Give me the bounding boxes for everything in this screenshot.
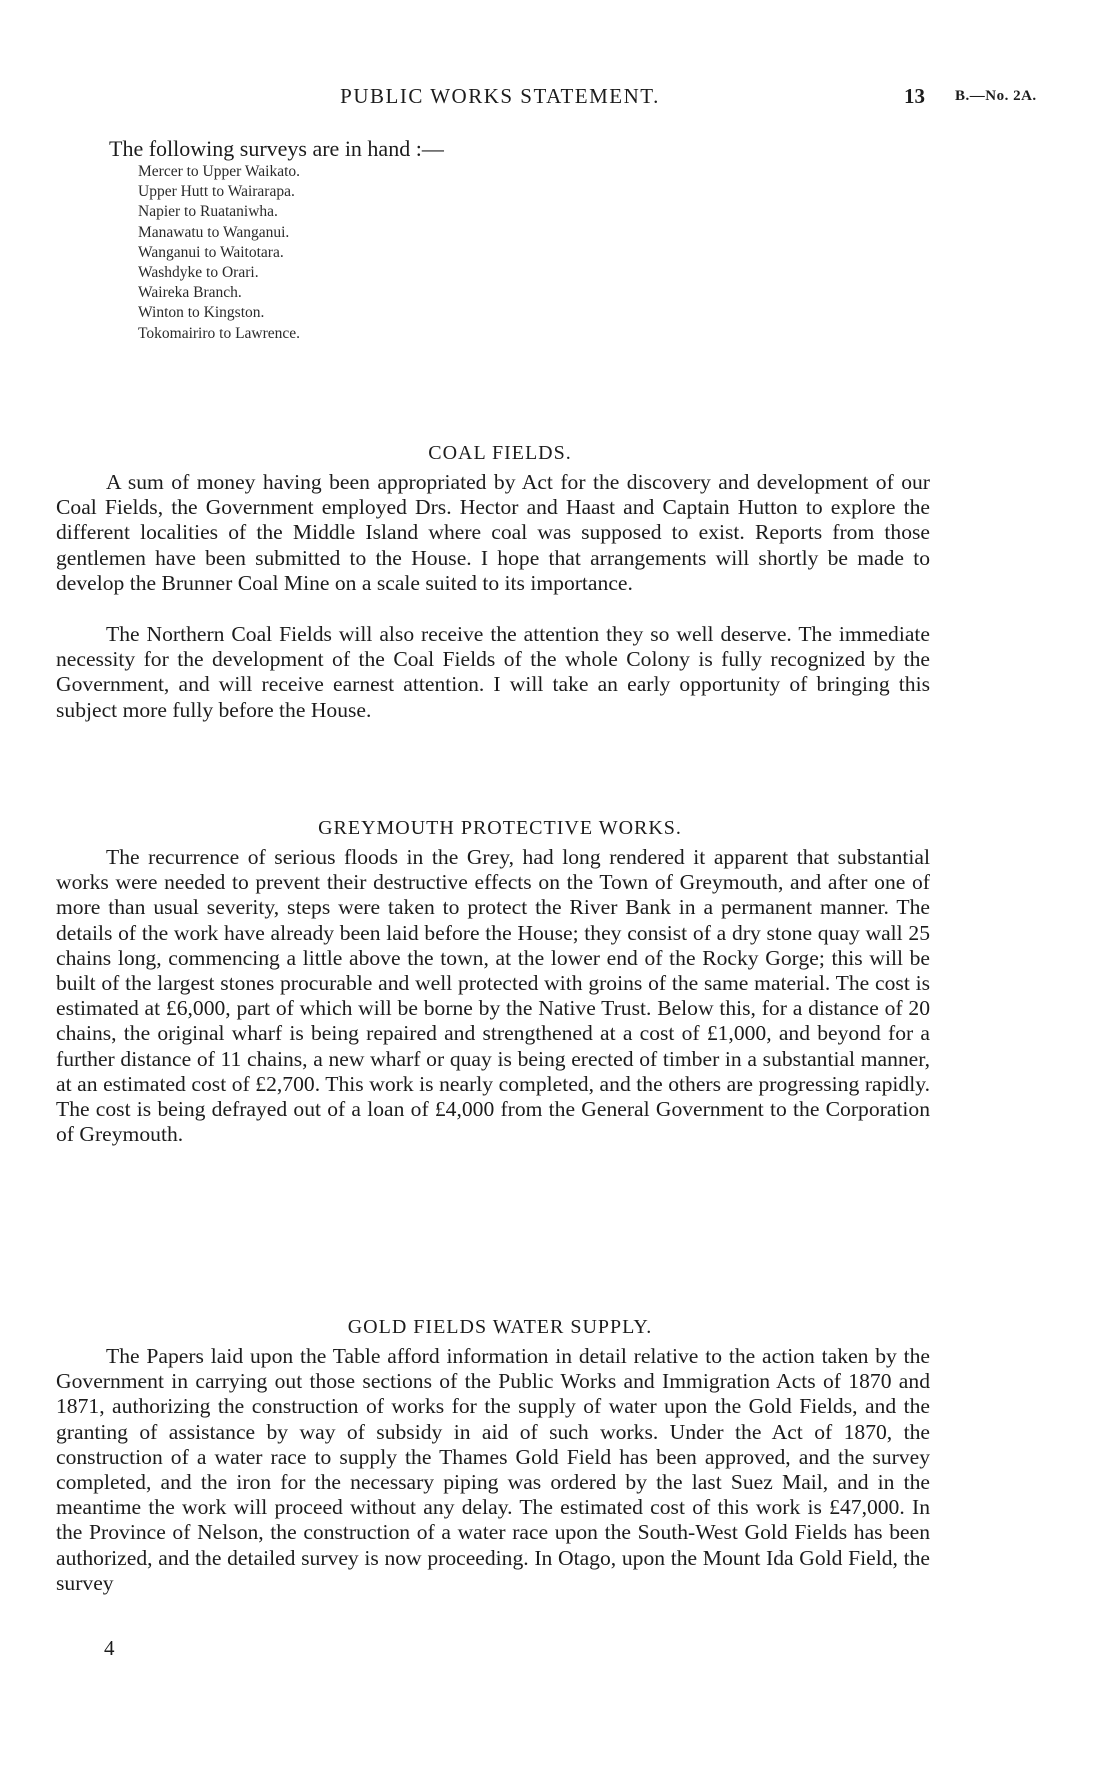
coal-fields-heading: COAL FIELDS. [428,442,572,464]
survey-item: Napier to Ruataniwha. [138,203,278,221]
surveys-intro: The following surveys are in hand :— [109,136,444,161]
survey-list [138,162,300,344]
coal-fields-paragraph-1: A sum of money having been appropriated by Act for the discovery and development of our Coal Fields, the Government employed Drs. Hector and Haast and Captain Hutton to explore the different localities of the Middle Island where coal was supposed to exist. Reports from those gentlemen have been submitted to the House. I hope that arrangements will shortly be made to develop the Brunner Coal Mine on a scale suited to its importance. [56,470,930,595]
signature-mark: 4 [104,1636,115,1660]
survey-item: Upper Hutt to Wairarapa. [138,183,295,201]
survey-item: Tokomairiro to Lawrence. [138,324,301,342]
paper-reference: B.—No. 2A. [955,88,1037,104]
running-title: PUBLIC WORKS STATEMENT. [340,84,660,108]
gold-fields-paragraph-1: The Papers laid upon the Table afford information in detail relative to the action taken by the Government in carrying out those sections of the Public Works and Immigration Acts of 1870 and 1871, authorizing the construction of works for the supply of water upon the Gold Fields, and the granting of assistance by way of subsidy in aid of such works. Under the Act of 1870, the construction of a water race to supply the Thames Gold Field has been approved, and the survey completed, and the iron for the necessary piping was ordered by the last Suez Mail, and in the meantime the work will proceed without any delay. The estimated cost of this work is £47,000. In the Province of Nelson, the construction of a water race upon the South-West Gold Fields has been authorized, and the detailed survey is now proceeding. In Otago, upon the Mount Ida Gold Field, the survey [56,1344,930,1595]
survey-item: Washdyke to Orari. [138,264,259,282]
survey-item: Mercer to Upper Waikato. [138,163,301,180]
survey-item: Winton to Kingston. [138,304,265,322]
page-number: 13 [904,84,925,108]
survey-item: Waireka Branch. [138,284,242,302]
survey-item: Wanganui to Waitotara. [138,243,284,261]
survey-item: Manawatu to Wanganui. [138,223,290,241]
gold-fields-heading: GOLD FIELDS WATER SUPPLY. [347,1316,653,1338]
coal-fields-paragraph-2: The Northern Coal Fields will also receive the attention they so well deserve. The immediate necessity for the development of the Coal Fields of the whole Colony is fully recognized by the Government, and will receive earnest attention. I will take an early opportunity of bringing this subject more fully before the House. [56,622,930,722]
greymouth-paragraph-1: The recurrence of serious floods in the Grey, had long rendered it apparent that substantial works were needed to prevent their destructive effects on the Town of Greymouth, and after one of more than usual severity, steps were taken to protect the River Bank in a permanent manner. The details of the work have already been laid before the House; they consist of a dry stone quay wall 25 chains long, commencing a little above the town, at the lower end of the Rocky Gorge; this will be built of the largest stones procurable and well protected with groins of the same material. The cost is estimated at £6,000, part of which will be borne by the Native Trust. Below this, for a distance of 20 chains, the original wharf is being repaired and strengthened at a cost of £1,000, and beyond for a further distance of 11 chains, a new wharf or quay is being erected of timber in a substantial manner, at an estimated cost of £2,700. This work is nearly completed, and the others are progressing rapidly. The cost is being defrayed out of a loan of £4,000 from the General Government to the Corporation of Greymouth. [56,845,930,1147]
greymouth-heading: GREYMOUTH PROTECTIVE WORKS. [318,817,682,839]
